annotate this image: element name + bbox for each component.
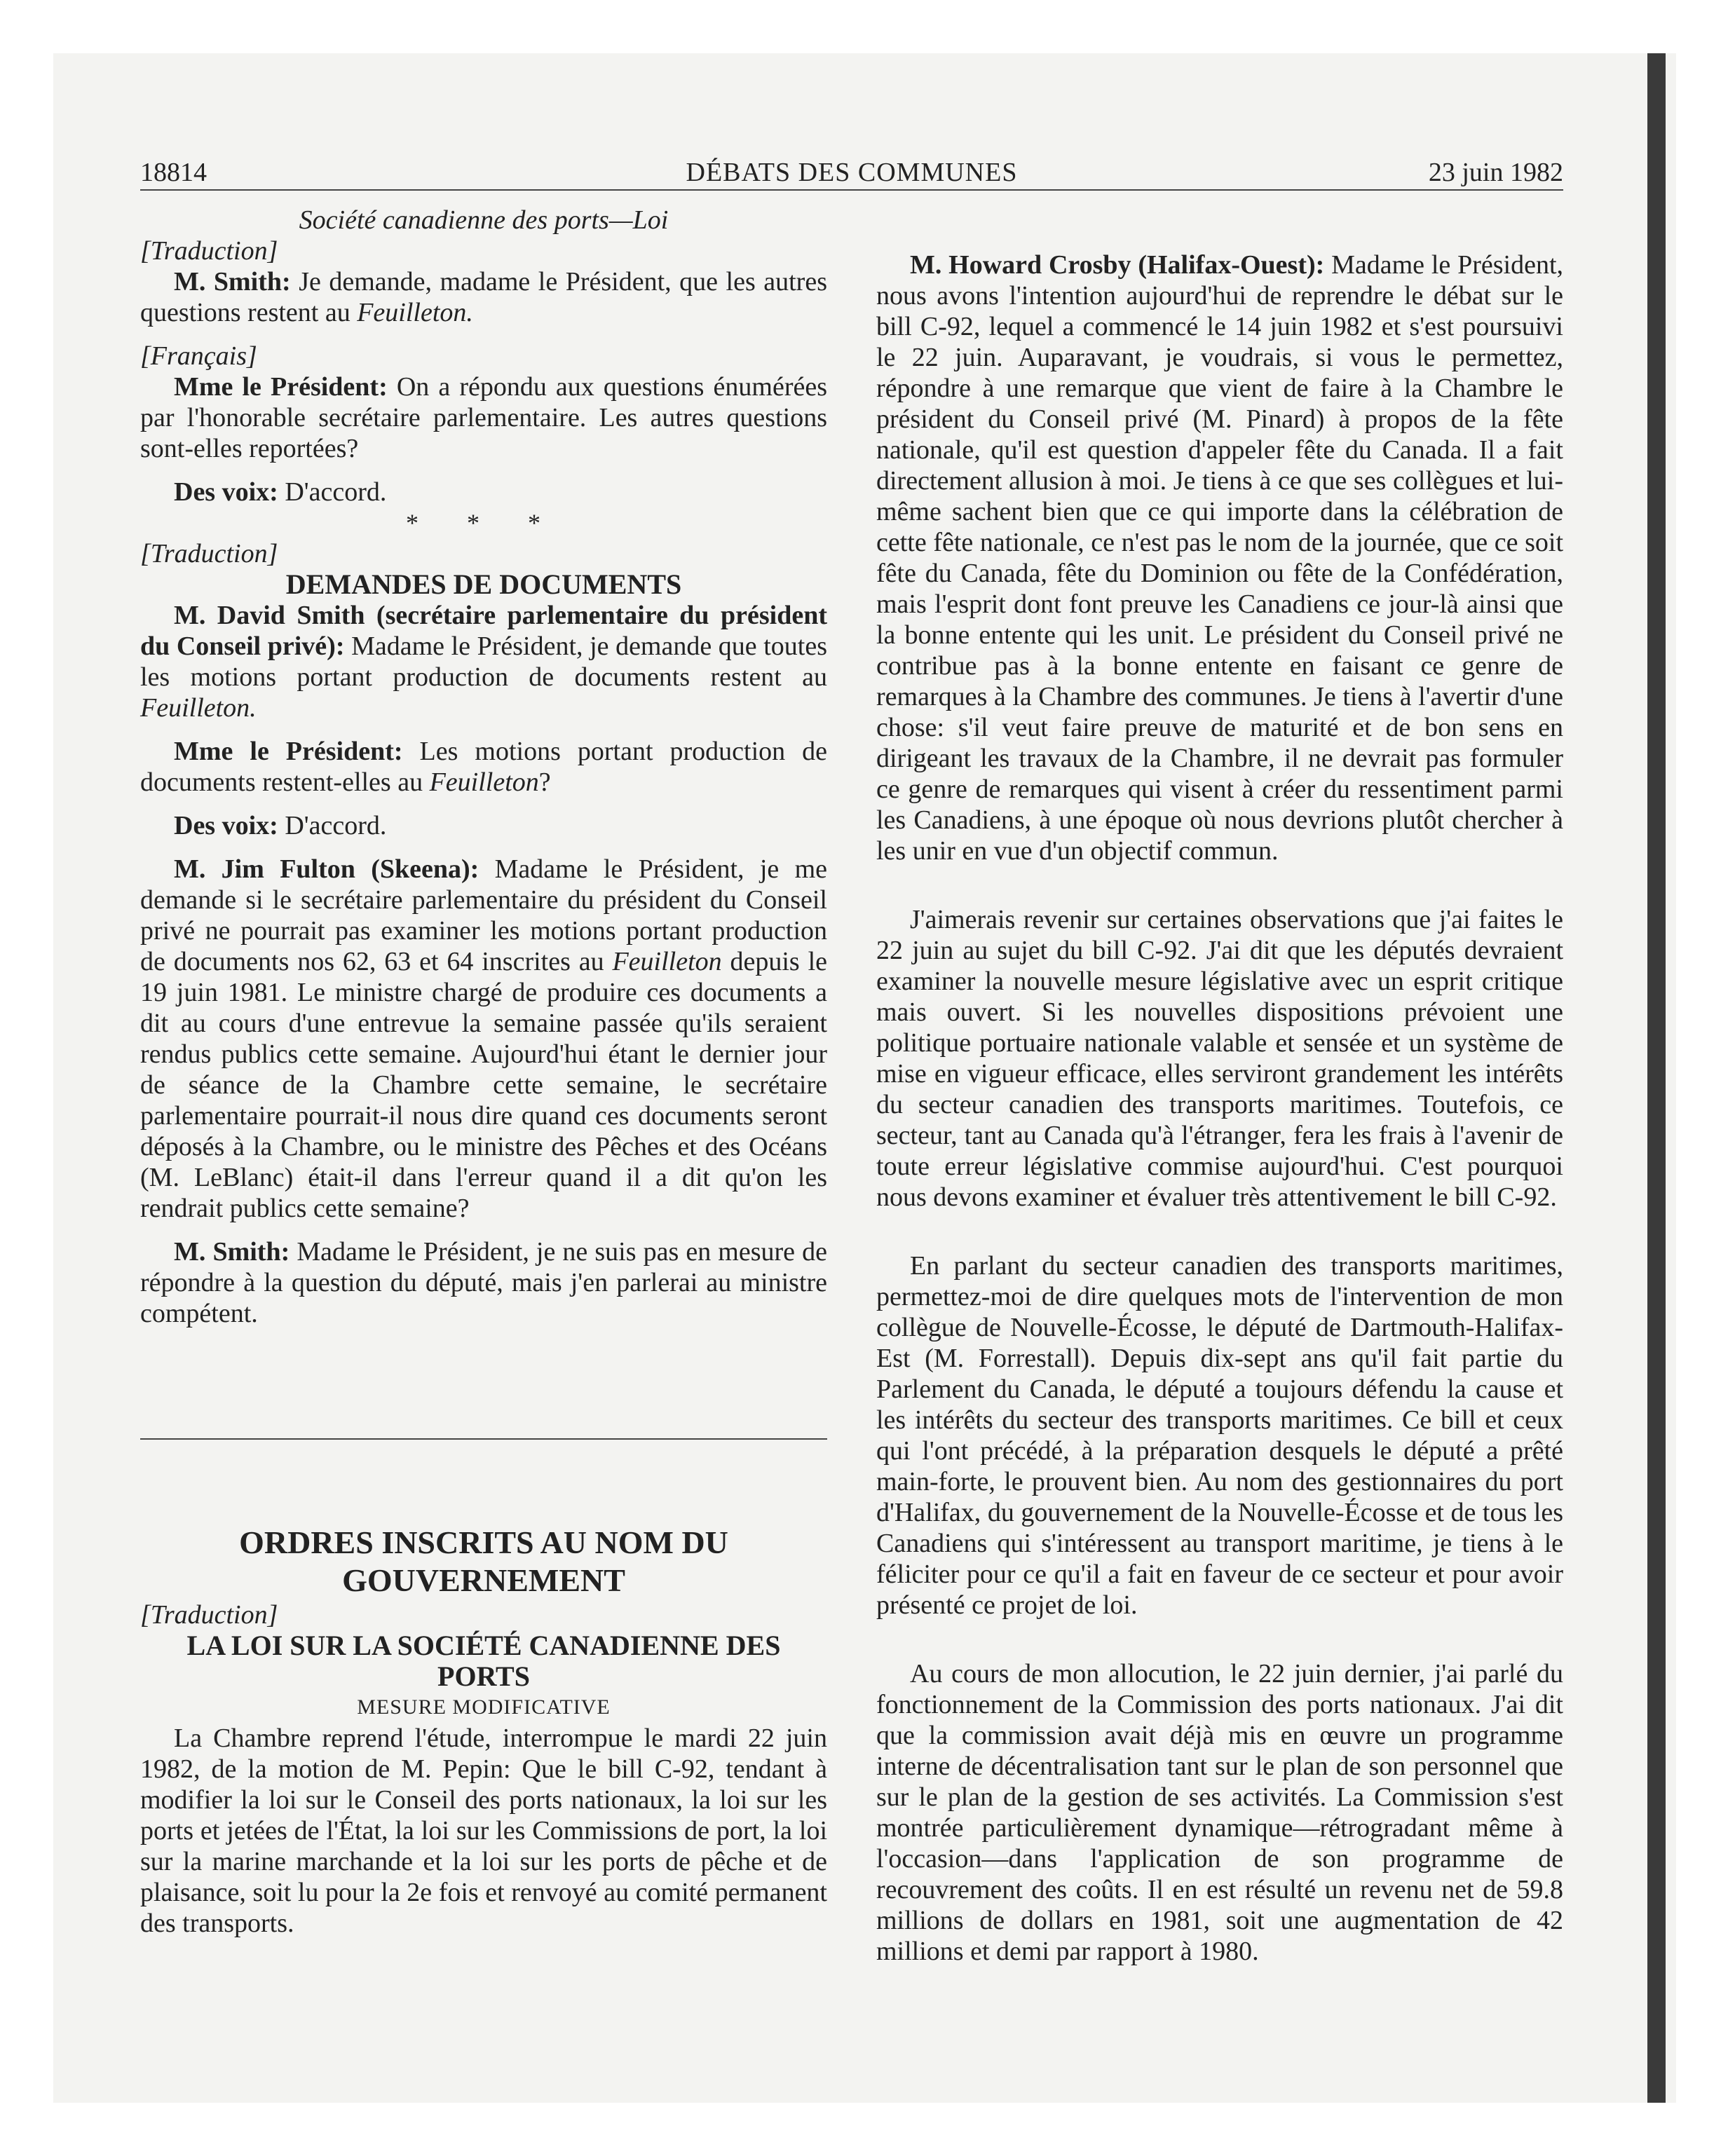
- page-date: 23 juin 1982: [1428, 158, 1563, 187]
- divider-rule: [140, 1438, 827, 1440]
- translation-tag: [Traduction]: [140, 539, 278, 568]
- paragraph: Des voix: D'accord.: [174, 477, 387, 507]
- government-orders-heading: ORDRES INSCRITS AU NOM DU GOUVERNEMENT: [239, 1524, 728, 1598]
- speaker: M. Jim Fulton (Skeena):: [174, 854, 479, 884]
- page-header: [140, 154, 1563, 191]
- translation-tag: [Traduction]: [140, 1600, 278, 1630]
- paragraph: Au cours de mon allocution, le 22 juin dernier, j'ai parlé du fonctionnement de la Commission des ports nationaux. J'ai dit que la commission avait déjà mis en œuvre un programme interne de décentralisation tant sur le plan de son personnel que sur le plan de la gestion de ses activités. La Commission s'est montrée particulièrement dynamique—rétrogradant même à l'occasion—dans l'application de son programme de recouvrement des coûts. Il en est résulté un revenu net de 59.8 millions de dollars en 1981, soit une augmentation de 42 millions et demi par rapport à 1980.: [876, 1659, 1563, 1966]
- scan-edge-bar: [1647, 53, 1666, 2103]
- bill-subtitle: MESURE MODIFICATIVE: [357, 1696, 611, 1719]
- paragraph: M. Smith: Madame le Président, je ne suis pas en mesure de répondre à la question du député, mais j'en parlerai au ministre compétent.: [140, 1237, 827, 1328]
- speaker: M. Howard Crosby (Halifax-Ouest):: [910, 250, 1325, 280]
- right-column: [876, 205, 1563, 1967]
- paragraph: Mme le Président: On a répondu aux questions énumérées par l'honorable secrétaire parlementaire. Les autres questions sont-elles reportées?: [140, 372, 828, 463]
- paragraph: M. Howard Crosby (Halifax-Ouest): Madame le Président, nous avons l'intention aujourd'hui de reprendre le débat sur le bill C-92, lequel a commencé le 14 juin 1982 et s'est poursuivi le 22 juin. Auparavant, je voudrais, si vous le permettez, répondre à une remarque que vient de faire à la Chambre le président du Conseil privé (M. Pinard) à propos de la fête nationale, qu'il est question d'appeler fête du Canada. Il a fait directement allusion à moi. Je tiens à ce que ses collègues et lui-même sachent bien que ce qui importe dans la célébration de cette fête nationale, ce n'est pas le nom de la journée, que ce soit fête du Canada, fête du Dominion ou fête de la Confédération, mais l'esprit dont font preuve les Canadiens ce jour-là ainsi que la bonne entente qui les unit. Le président du Conseil privé ne contribue pas à la bonne entente en faisant ce genre de remarques à la Chambre des communes. Je tiens à l'avertir d'une chose: s'il veut faire preuve de maturité et de bon sens en dirigeant les travaux de la Chambre, il ne devrait pas formuler ce genre de remarques qui visent à créer du ressentiment parmi les Canadiens, à une époque où nous devrions plutôt chercher à les unir en vue d'un objectif commun.: [876, 250, 1563, 866]
- paragraph: M. David Smith (secrétaire parlementaire du président du Conseil privé): Madame le Président, je demande que toutes les motions portant production de documents restent au Feuilleton.: [140, 601, 827, 723]
- speaker: Mme le Président:: [174, 372, 388, 402]
- left-column: [140, 205, 827, 1939]
- speaker: Des voix:: [174, 477, 278, 507]
- section-separator: * * *: [406, 509, 562, 537]
- paragraph: Mme le Président: Les motions portant production de documents restent-elles au Feuilleton?: [140, 737, 828, 797]
- speaker: Des voix:: [174, 811, 278, 840]
- paragraph: La Chambre reprend l'étude, interrompue le mardi 22 juin 1982, de la motion de M. Pepin: Que le bill C-92, tendant à modifier la loi sur le Conseil des ports nationaux, la loi sur les ports et jetées de l'État, la loi sur les Commissions de port, la loi sur la marine marchande et la loi sur les ports de pêche et de plaisance, soit lu pour la 2e fois et renvoyé au comité permanent des transports.: [140, 1724, 827, 1938]
- bill-title: LA LOI SUR LA SOCIÉTÉ CANADIENNE DES PORTS: [186, 1630, 781, 1692]
- publication-title: DÉBATS DES COMMUNES: [686, 158, 1018, 187]
- paragraph: M. Jim Fulton (Skeena): Madame le Président, je me demande si le secrétaire parlementaire du président du Conseil privé ne pourrait pas examiner les motions portant production de documents nos 62, 63 et 64 inscrites au Feuilleton depuis le 19 juin 1981. Le ministre chargé de produire ces documents a dit au cours d'une entrevue la semaine passée qu'ils seraient rendus publics cette semaine. Aujourd'hui étant le dernier jour de séance de la Chambre cette semaine, le secrétaire parlementaire pourrait-il nous dire quand ces documents seront déposés à la Chambre, ou le ministre des Pêches et des Océans (M. LeBlanc) était-il dans l'erreur quand il a dit qu'on les rendrait publics cette semaine?: [140, 854, 828, 1223]
- language-tag: [Français]: [140, 341, 257, 371]
- paragraph: Des voix: D'accord.: [174, 811, 387, 840]
- speaker: M. Smith:: [174, 267, 291, 296]
- paragraph: M. Smith: Je demande, madame le Président, que les autres questions restent au Feuilleton.: [140, 267, 827, 327]
- paragraph: En parlant du secteur canadien des transports maritimes, permettez-moi de dire quelques mots de l'intervention de mon collègue de Nouvelle-Écosse, le député de Dartmouth-Halifax-Est (M. Forrestall). Depuis dix-sept ans qu'il fait partie du Parlement du Canada, le député a toujours défendu la cause et les intérêts du secteur des transports maritimes. Ce bill et ceux qui l'ont précédé, à la préparation desquels le député a prêté main-forte, le prouvent bien. Au nom des gestionnaires du port d'Halifax, du gouvernement de la Nouvelle-Écosse et de tous les Canadiens qui s'intéressent au transport maritime, je tiens à le féliciter pour ce qu'il a fait en faveur de ce secteur et pour avoir présenté ce projet de loi.: [876, 1251, 1563, 1620]
- paragraph: J'aimerais revenir sur certaines observations que j'ai faites le 22 juin au sujet du bill C-92. J'ai dit que les députés devraient examiner la nouvelle mesure législative avec un esprit critique mais ouvert. Si les nouvelles dispositions prévoient une politique portuaire nationale valable et sensée et un système de mise en vigueur efficace, elles serviront grandement les intérêts du secteur canadien des transports maritimes. Toutefois, ce secteur, tant au Canada qu'à l'étranger, fera les frais à l'avenir de toute erreur législative commise aujourd'hui. C'est pourquoi nous devons examiner et évaluer très attentivement le bill C-92.: [876, 905, 1563, 1212]
- section-heading: DEMANDES DE DOCUMENTS: [285, 568, 682, 600]
- page-number: 18814: [140, 158, 207, 187]
- running-head: Société canadienne des ports—Loi: [299, 205, 669, 235]
- translation-tag: [Traduction]: [140, 236, 278, 266]
- speaker: M. David Smith (secrétaire parlementaire du président du Conseil privé):: [140, 601, 827, 661]
- speaker: M. Smith:: [174, 1237, 290, 1267]
- speaker: Mme le Président:: [174, 737, 403, 766]
